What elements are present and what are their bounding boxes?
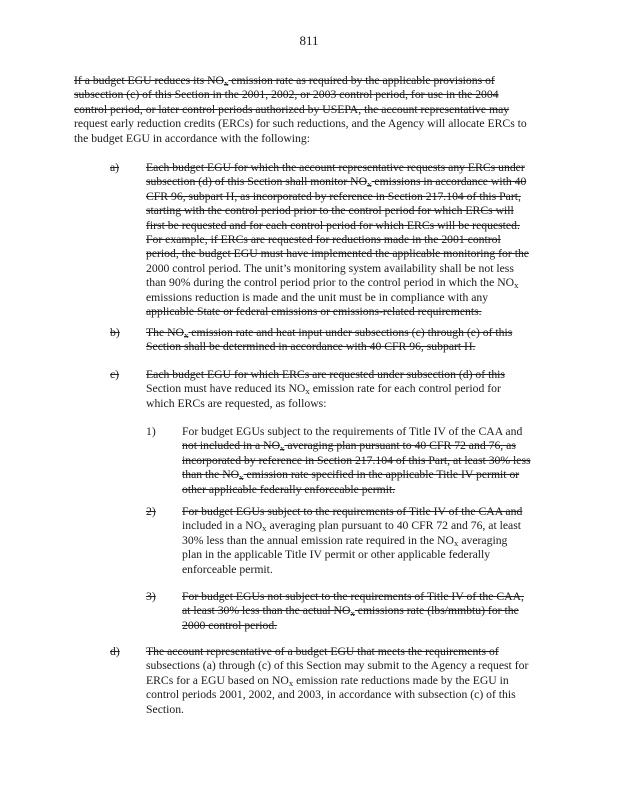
item-d-line [146,703,528,717]
subitem-1-body [182,425,531,497]
item-a-line [146,219,529,233]
subscript: x [223,78,229,89]
line-text-continued: averaging plan pursuant to 40 CFR 72 and 76, as [284,439,516,453]
line-text-continued: averaging [458,533,508,547]
line-text: Section shall be determined in accordance with 40 CFR 96, subpart H. [146,340,476,354]
subscript: x [262,523,267,534]
subitem-1-label [146,425,156,439]
item-a-body [146,161,529,319]
line-text: starting with the control period prior to the control period for which ERCs will [146,204,514,218]
line-text-continued: emission rate as required by the applicable provisions of [228,74,495,87]
subitem-2-body [182,505,522,577]
line-text: than the NO [182,468,240,482]
line-text: For budget EGUs not subject to the requirements of Title IV of the CAA, [182,590,524,603]
line-text: incorporated by reference in Section 217.104 of this Part, at least 30% less [182,453,531,467]
line-text: which ERCs are requested, as follows: [146,396,327,410]
line-text: than 90% during the control period prior to the control period in which the NO [146,276,515,290]
line-text: subsection (d) of this Section shall monitor NO [146,175,368,189]
item-b-label [110,326,120,340]
line-text: control period, or later control periods authorized by USEPA, the account representative may [74,102,510,116]
subitem-2-line [182,563,522,577]
item-b-label-text: b) [110,326,120,339]
item-d-line [146,688,528,702]
item-a-line [146,161,529,175]
line-text: at least 30% less than the actual NO [182,604,351,618]
line-text-continued: emission rate reductions made by the EGU in [293,673,509,687]
subitem-3-line [182,619,524,633]
line-text: subsection (c) of this Section in the 2001, 2002, or 2003 control period, for use in the 2004 [74,88,499,102]
intro-line [74,117,527,131]
subscript: x [239,472,244,483]
subscript: x [514,280,519,291]
line-text: ERCs for a EGU based on NO [146,673,289,687]
subitem-3-body [182,590,524,633]
item-c-line [146,368,505,382]
line-text: The NO [146,326,184,339]
line-text: CFR 96, subpart H, as incorporated by reference in Section 217.104 of this Part, [146,189,521,203]
line-text-continued: emissions in accordance with 40 [371,175,527,189]
item-a-line [146,291,529,305]
line-text: control periods 2001, 2002, and 2003, in accordance with subsection (c) of this [146,688,516,702]
item-d-line [146,674,528,688]
line-text: For budget EGUs subject to the requirements of Title IV of the CAA and [182,505,523,518]
subitem-1-line [182,468,531,482]
line-text: first be requested and for each control period for which ERCs will be requested. [146,218,520,232]
line-text-continued: emission rate for each control period for [309,382,501,396]
intro-line [74,88,527,102]
item-d-body [146,645,528,717]
subscript: x [350,608,355,619]
subitem-1-line [182,454,531,468]
line-text-continued: emissions rate (lbs/mmbtu) for the [354,604,519,618]
subitem-3-label [146,590,156,604]
subitem-2-line [182,505,522,519]
intro-line [74,132,527,146]
page-number: 811 [299,33,319,48]
item-d-line [146,659,528,673]
subscript: x [367,179,372,190]
item-a-line [146,175,529,189]
item-a-label [110,161,119,175]
subitem-1-line [182,425,531,439]
item-c-body [146,368,505,411]
subitem-2-label-text: 2) [146,505,156,518]
subitem-3-line [182,590,524,604]
subitem-2-line [182,534,522,548]
line-text: period, the budget EGU must have implemented the applicable monitoring for the [146,247,529,261]
item-a-line [146,276,529,290]
intro-line [74,74,527,88]
item-d-label [110,645,120,659]
item-c-line [146,397,505,411]
item-b-body [146,326,512,355]
subitem-2-label [146,505,156,519]
line-text: Section must have reduced its NO [146,382,306,396]
line-text: enforceable permit. [182,562,273,576]
item-b-line [146,340,512,354]
intro-paragraph [74,74,527,146]
item-a-line [146,190,529,204]
subscript: x [454,538,459,548]
item-a-line [146,305,529,319]
line-text: For example, if ERCs are requested for reductions made in the 2001 control [146,233,501,247]
line-text: The account representative of a budget EGU that meets the requirements of [146,645,499,658]
line-text-continued: averaging plan pursuant to 40 CFR 72 and 76, at least [266,519,522,533]
subscript: x [183,330,189,341]
item-a-line [146,262,529,276]
item-a-line [146,204,529,218]
subitem-1-line [182,439,531,453]
subitem-3-line [182,604,524,618]
line-text: plan in the applicable Title IV permit or other applicable federally [182,548,491,562]
line-text: 2000 control period. The unit’s monitoring system availability shall be not less [146,261,514,275]
item-a-line [146,247,529,261]
item-a-line [146,233,529,247]
intro-line [74,103,527,117]
subitem-1-line [182,483,531,497]
line-text: the budget EGU in accordance with the following: [74,131,310,145]
line-text-continued: emission rate and heat input under subsections (c) through (e) of this [188,326,513,339]
line-text: 2000 control period. [182,618,278,632]
item-a-label-text: a) [110,161,120,174]
subscript: x [280,443,285,454]
item-c-label-text: c) [110,368,120,381]
line-text: If a budget EGU reduces its NO [74,74,224,87]
subscript: x [288,678,294,688]
subitem-2-line [182,548,522,562]
item-d-line [146,645,528,659]
line-text: Section. [146,702,184,716]
subitem-3-label-text: 3) [146,590,156,603]
item-b-line [146,326,512,340]
line-text: request early reduction credits (ERCs) for such reductions, and the Agency will allocate ERCs to [74,117,527,131]
line-text: included in a NO [182,519,263,533]
line-text: subsections (a) through (c) of this Section may submit to the Agency a request for [146,659,529,673]
item-c-label [110,368,119,382]
line-text: 30% less than the annual emission rate required in the NO [182,533,454,547]
line-text: applicable State or federal emissions or emissions-related requirements. [146,305,482,319]
subscript: x [305,386,310,397]
subitem-1-label-text: 1) [146,425,156,438]
line-text: not included in a NO [182,439,281,453]
line-text: emissions reduction is made and the unit must be in compliance with any [146,290,489,304]
item-c-line [146,382,505,396]
item-d-label-text: d) [110,645,120,658]
subitem-2-line [182,519,522,533]
line-text: Each budget EGU for which ERCs are requested under subsection (d) of this [146,368,505,381]
line-text-continued: emission rate specified in the applicable Title IV permit or [243,468,520,482]
line-text: Each budget EGU for which the account representative requests any ERCs under [146,161,525,174]
line-text: other applicable federally enforceable permit. [182,482,396,496]
line-text: For budget EGUs subject to the requirements of Title IV of the CAA and [182,425,523,438]
